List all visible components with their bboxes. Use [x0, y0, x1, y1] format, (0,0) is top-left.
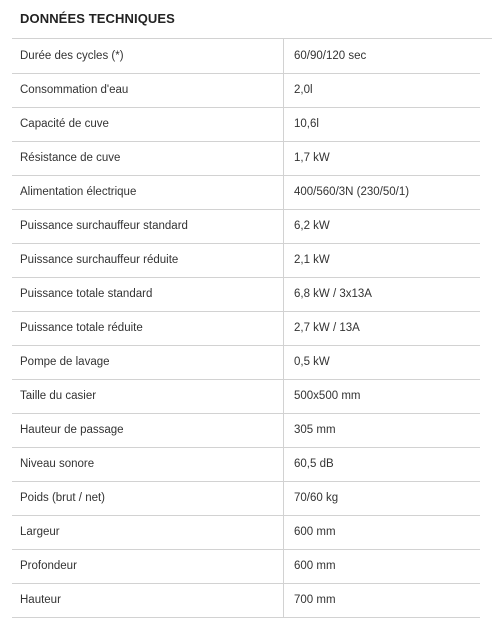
- table-row: [12, 413, 480, 447]
- table-row: [12, 243, 480, 277]
- table-row: [12, 481, 480, 515]
- spec-value: 2,1 kW: [284, 243, 481, 277]
- table-row: [12, 277, 480, 311]
- spec-value: 500x500 mm: [284, 379, 481, 413]
- table-row: [12, 311, 480, 345]
- table-row: [12, 345, 480, 379]
- spec-label: Consommation d'eau: [12, 73, 284, 107]
- table-row: [12, 141, 480, 175]
- spec-label: Hauteur de passage: [12, 413, 284, 447]
- table-row: [12, 209, 480, 243]
- spec-value: 6,2 kW: [284, 209, 481, 243]
- spec-label: Puissance totale réduite: [12, 311, 284, 345]
- table-row: [12, 175, 480, 209]
- table-row: [12, 73, 480, 107]
- table-row: [12, 549, 480, 583]
- spec-value: 60/90/120 sec: [284, 39, 481, 73]
- spec-label: Puissance surchauffeur réduite: [12, 243, 284, 277]
- spec-value: 600 mm: [284, 549, 481, 583]
- spec-label: Résistance de cuve: [12, 141, 284, 175]
- spec-value: 600 mm: [284, 515, 481, 549]
- spec-value: 305 mm: [284, 413, 481, 447]
- spec-value: 2,7 kW / 13A: [284, 311, 481, 345]
- spec-label: Capacité de cuve: [12, 107, 284, 141]
- spec-label: Niveau sonore: [12, 447, 284, 481]
- spec-value: 60,5 dB: [284, 447, 481, 481]
- spec-label: Alimentation électrique: [12, 175, 284, 209]
- spec-value: 6,8 kW / 3x13A: [284, 277, 481, 311]
- spec-label: Pompe de lavage: [12, 345, 284, 379]
- table-row: [12, 447, 480, 481]
- table-row: [12, 583, 480, 617]
- spec-value: 2,0l: [284, 73, 481, 107]
- specs-table: [12, 39, 480, 618]
- spec-value: 0,5 kW: [284, 345, 481, 379]
- spec-label: Durée des cycles (*): [12, 39, 284, 73]
- table-row: [12, 107, 480, 141]
- table-row: [12, 379, 480, 413]
- spec-label: Puissance surchauffeur standard: [12, 209, 284, 243]
- table-row: [12, 39, 480, 73]
- spec-value: 10,6l: [284, 107, 481, 141]
- spec-label: Profondeur: [12, 549, 284, 583]
- spec-label: Largeur: [12, 515, 284, 549]
- spec-label: Taille du casier: [12, 379, 284, 413]
- spec-label: Hauteur: [12, 583, 284, 617]
- spec-label: Poids (brut / net): [12, 481, 284, 515]
- section-title: DONNÉES TECHNIQUES: [12, 0, 492, 39]
- table-row: [12, 515, 480, 549]
- spec-label: Puissance totale standard: [12, 277, 284, 311]
- spec-value: 700 mm: [284, 583, 481, 617]
- spec-value: 400/560/3N (230/50/1): [284, 175, 481, 209]
- spec-value: 70/60 kg: [284, 481, 481, 515]
- spec-value: 1,7 kW: [284, 141, 481, 175]
